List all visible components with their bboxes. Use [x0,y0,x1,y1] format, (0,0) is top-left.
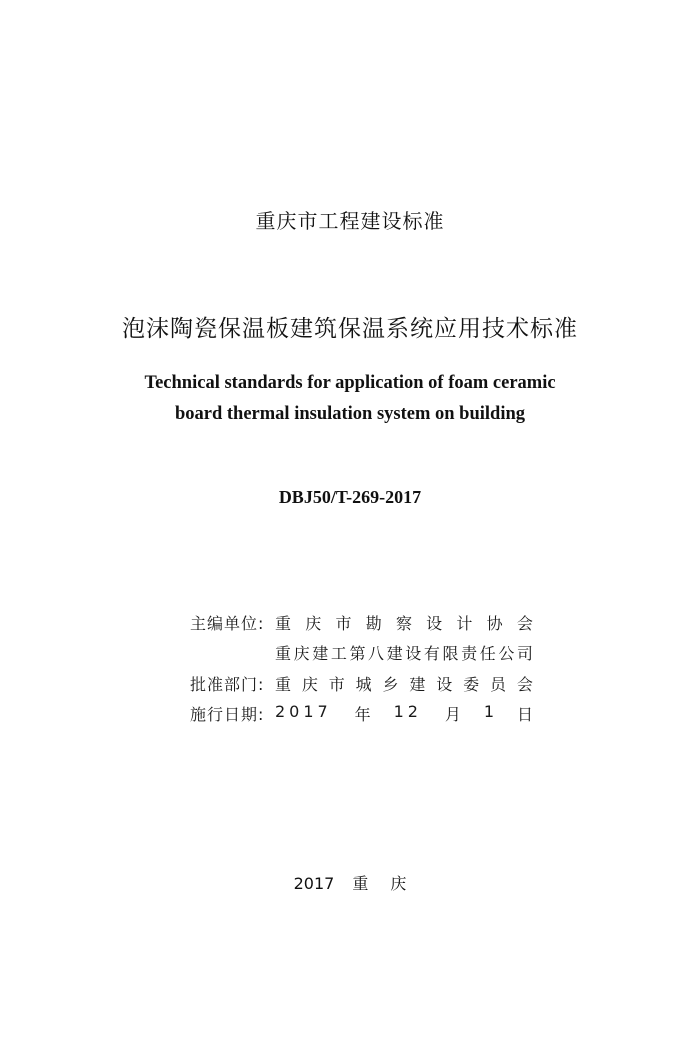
char: 设 [405,644,422,664]
char: 乡 [382,674,399,694]
editor-value-2 [275,641,533,664]
char: 设 [426,613,443,633]
char: 日 [516,705,533,725]
char: 有 [423,644,440,664]
title-english-line-2: board thermal insulation system on building [174,404,526,424]
effective-value [275,702,533,725]
info-block [190,607,540,729]
char: 市 [328,674,345,694]
char: 限 [442,644,459,664]
char: 庆 [305,613,322,633]
effective-label: 施行日期: [190,705,265,725]
char: 委 [463,674,480,694]
char: 会 [516,613,533,633]
char: 勘 [365,613,382,633]
char: 庆 [301,674,318,694]
effective-row [190,699,540,730]
footer-place-date [0,871,700,894]
effective-year: 2017 [275,702,332,722]
char: 司 [516,644,533,664]
standard-series: 重庆市工程建设标准 [255,209,445,233]
editor-row-2 [190,638,540,669]
char: 协 [486,613,503,633]
char: 庆 [293,644,310,664]
char: 设 [436,674,453,694]
char: 察 [395,613,412,633]
footer-city-2: 庆 [390,874,407,893]
char: 公 [498,644,515,664]
char: 重 [275,674,292,694]
effective-day: 1 [483,702,495,722]
approver-label: 批准部门: [190,674,265,694]
standard-code: DBJ50/T-269-2017 [278,487,422,507]
char: 八 [368,644,385,664]
char: 月 [444,705,461,725]
title-chinese: 泡沫陶瓷保温板建筑保温系统应用技术标准 [122,316,578,342]
char: 员 [490,674,507,694]
char: 建 [409,674,426,694]
char: 年 [354,705,371,725]
char: 建 [312,644,329,664]
char: 责 [461,644,478,664]
editor-row [190,607,540,638]
char: 工 [330,644,347,664]
char: 计 [456,613,473,633]
char: 重 [275,613,292,633]
char: 建 [386,644,403,664]
editor-label: 主编单位: [190,613,265,633]
approver-value [275,672,533,695]
footer-year: 2017 [293,874,335,893]
char: 任 [479,644,496,664]
char: 市 [335,613,352,633]
char: 会 [516,674,533,694]
char: 第 [349,644,366,664]
effective-month: 12 [393,702,422,722]
title-english-line-1: Technical standards for application of foam ceramic [144,373,556,393]
char: 城 [355,674,372,694]
footer-city-1: 重 [352,874,369,893]
editor-value-1 [275,611,533,634]
approver-row [190,668,540,699]
char: 重 [275,644,292,664]
